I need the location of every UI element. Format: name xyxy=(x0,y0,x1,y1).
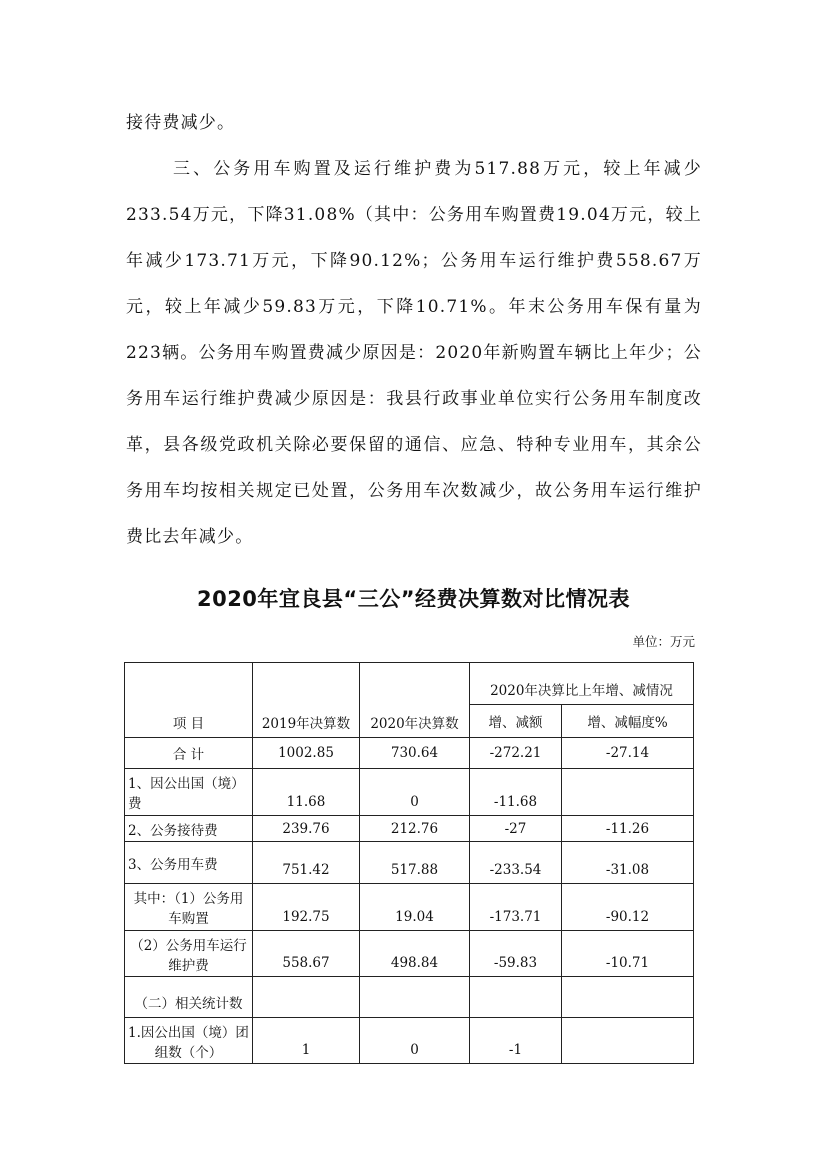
table-row xyxy=(125,816,694,842)
row-item: 合 计 xyxy=(125,738,253,769)
row-change: -11.68 xyxy=(470,769,562,816)
table-row xyxy=(125,931,694,977)
row-2019: 192.75 xyxy=(253,884,360,931)
row-rate xyxy=(562,1018,694,1064)
row-item: 3、公务用车费 xyxy=(125,842,253,884)
row-rate: -10.71 xyxy=(562,931,694,977)
row-change: -173.71 xyxy=(470,884,562,931)
expense-comparison-table xyxy=(124,662,694,1064)
row-2020 xyxy=(360,977,470,1018)
body-paragraph-2: 三、公务用车购置及运行维护费为517.88万元，较上年减少233.54万元，下降31.08%（其中：公务用车购置费19.04万元，较上年减少173.71万元，下降90.12%；公务用车运行维护费558.67万元，较上年减少59.83万元，下降10.71%。年末公务用车保有量为223辆。公务用车购置费减少原因是：2020年新购置车辆比上年少；公务用车运行维护费减少原因是：我县行政事业单位实行公务用车制度改革，县各级党政机关除必要保留的通信、应急、特种专业用车，其余公务用车均按相关规定已处置，公务用车次数减少，故公务用车运行维护费比去年减少。 xyxy=(126,159,702,547)
row-2020: 0 xyxy=(360,1018,470,1064)
row-rate: -27.14 xyxy=(562,738,694,769)
row-item: 1、因公出国（境）费 xyxy=(125,769,253,816)
row-2020: 517.88 xyxy=(360,842,470,884)
row-rate: -90.12 xyxy=(562,884,694,931)
row-change: -1 xyxy=(470,1018,562,1064)
row-2020: 212.76 xyxy=(360,816,470,842)
header-2020: 2020年决算数 xyxy=(360,663,470,738)
row-2019: 558.67 xyxy=(253,931,360,977)
row-2019: 751.42 xyxy=(253,842,360,884)
row-2019 xyxy=(253,977,360,1018)
body-paragraph-1: 接待费减少。 xyxy=(126,113,236,133)
row-change: -27 xyxy=(470,816,562,842)
table-row xyxy=(125,738,694,769)
header-change-amount: 增、减额 xyxy=(470,705,562,738)
row-change: -59.83 xyxy=(470,931,562,977)
row-2019: 11.68 xyxy=(253,769,360,816)
row-2019: 239.76 xyxy=(253,816,360,842)
header-2019: 2019年决算数 xyxy=(253,663,360,738)
row-rate xyxy=(562,769,694,816)
row-2020: 730.64 xyxy=(360,738,470,769)
row-change: -272.21 xyxy=(470,738,562,769)
table-header-row xyxy=(125,663,694,705)
table-row xyxy=(125,1018,694,1064)
table-row xyxy=(125,769,694,816)
header-compare-group: 2020年决算比上年增、减情况 xyxy=(470,663,694,705)
row-item: （二）相关统计数 xyxy=(125,977,253,1018)
row-rate: -31.08 xyxy=(562,842,694,884)
row-rate xyxy=(562,977,694,1018)
table-row xyxy=(125,842,694,884)
table-row xyxy=(125,977,694,1018)
row-2020: 0 xyxy=(360,769,470,816)
unit-label: 单位：万元 xyxy=(632,634,695,649)
header-item: 项 目 xyxy=(125,663,253,738)
row-2020: 19.04 xyxy=(360,884,470,931)
table-row xyxy=(125,884,694,931)
row-item: 2、公务接待费 xyxy=(125,816,253,842)
row-2019: 1 xyxy=(253,1018,360,1064)
header-change-rate: 增、减幅度% xyxy=(562,705,694,738)
row-2019: 1002.85 xyxy=(253,738,360,769)
row-2020: 498.84 xyxy=(360,931,470,977)
row-change xyxy=(470,977,562,1018)
row-change: -233.54 xyxy=(470,842,562,884)
row-item: （2）公务用车运行维护费 xyxy=(125,931,253,977)
table-title: 2020年宜良县“三公”经费决算数对比情况表 xyxy=(196,587,631,611)
row-item: 1.因公出国（境）团组数（个） xyxy=(125,1018,253,1064)
row-item: 其中：（1）公务用车购置 xyxy=(125,884,253,931)
row-rate: -11.26 xyxy=(562,816,694,842)
